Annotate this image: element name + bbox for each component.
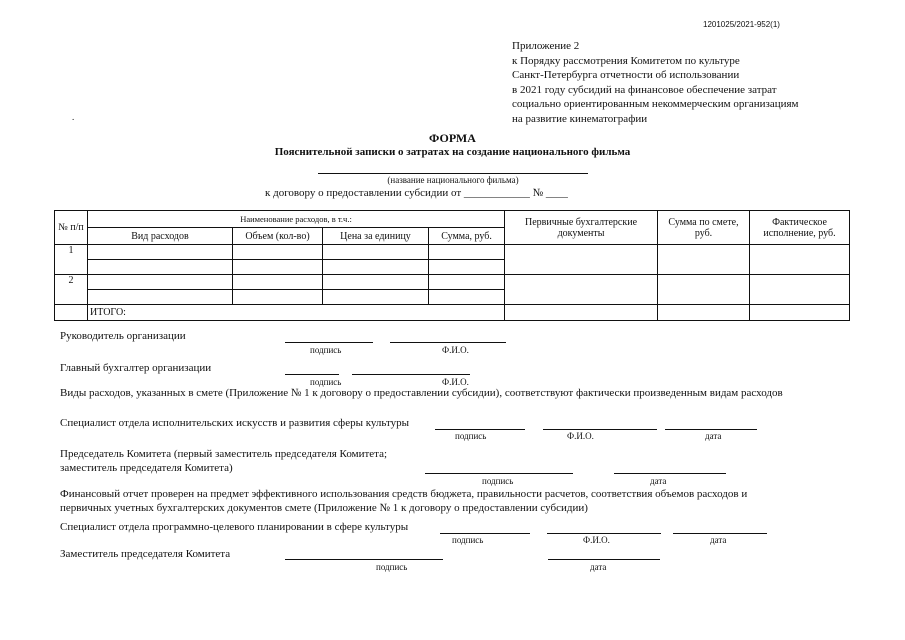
header-estimate-sum: Сумма по смете, руб. xyxy=(658,211,750,245)
header-actual: Фактическое исполнение, руб. xyxy=(750,211,850,245)
table-cell xyxy=(505,275,658,305)
table-cell xyxy=(233,245,323,260)
caption-fio: Ф.И.О. xyxy=(567,431,594,441)
table-cell xyxy=(233,260,323,275)
table-cell xyxy=(55,305,88,321)
header-volume: Объем (кол-во) xyxy=(233,228,323,245)
caption-date: дата xyxy=(705,431,722,441)
header-expense-group: Наименование расходов, в т.ч.: xyxy=(88,211,505,228)
header-unit-price: Цена за единицу xyxy=(323,228,429,245)
table-cell xyxy=(750,275,850,305)
caption-fio: Ф.И.О. xyxy=(583,535,610,545)
expense-table xyxy=(54,210,850,321)
date-line xyxy=(548,559,660,560)
table-cell xyxy=(88,260,233,275)
appendix-line: на развитие кинематографии xyxy=(512,112,648,125)
table-cell xyxy=(658,245,750,275)
appendix-line: Санкт-Петербурга отчетности об использовании xyxy=(512,69,740,81)
fio-line xyxy=(390,342,506,343)
caption-fio: Ф.И.О. xyxy=(442,345,469,355)
form-title: ФОРМА xyxy=(429,131,476,145)
caption-sign: подпись xyxy=(482,476,514,486)
statement-expenses: Виды расходов, указанных в смете (Приложение № 1 к договору о предоставлении субсидии), соответствуют фактически произведенным видам расходов xyxy=(60,387,783,399)
table-cell xyxy=(88,290,233,305)
table-cell xyxy=(429,260,505,275)
signature-line xyxy=(435,429,525,430)
date-line xyxy=(673,533,767,534)
caption-fio: Ф.И.О. xyxy=(442,377,469,387)
table-cell xyxy=(658,305,750,321)
caption-date: дата xyxy=(650,476,667,486)
stray-dot: . xyxy=(72,112,75,122)
signature-line xyxy=(285,342,373,343)
appendix-line: социально ориентированным некоммерческим организациям xyxy=(512,98,799,110)
table-cell xyxy=(323,245,429,260)
table-cell xyxy=(429,290,505,305)
chairman-label-2: заместитель председателя Комитета) xyxy=(60,462,233,474)
table-cell xyxy=(505,305,658,321)
specialist-planning-label: Специалист отдела программно-целевого планировании в сфере культуры xyxy=(60,521,409,533)
table-cell xyxy=(750,245,850,275)
signature-line xyxy=(285,374,339,375)
fio-line xyxy=(543,429,657,430)
document-code: 1201025/2021-952(1) xyxy=(703,20,780,29)
specialist-culture-label: Специалист отдела исполнительских искусств и развития сферы культуры xyxy=(60,417,410,429)
contract-line: к договору о предоставлении субсидии от ____________ № ____ xyxy=(265,187,568,199)
appendix-line: в 2021 году субсидий на финансовое обеспечение затрат xyxy=(512,83,777,96)
appendix-block xyxy=(512,39,799,126)
film-name-hint: (название национального фильма) xyxy=(387,175,519,185)
row-number: 2 xyxy=(55,275,88,305)
table-cell xyxy=(323,290,429,305)
statement-financial-2: первичных учетных бухгалтерских документов смете (Приложение № 1 к договору о предоставлении субсидии) xyxy=(60,502,588,514)
chief-accountant-label: Главный бухгалтер организации xyxy=(60,362,212,374)
date-line xyxy=(665,429,757,430)
fio-line xyxy=(352,374,470,375)
head-label: Руководитель организации xyxy=(60,330,186,342)
statement-financial-1: Финансовый отчет проверен на предмет эффективного использования средств бюджета, правильности расчетов, соответствия объемов расходов и xyxy=(60,488,748,500)
header-primary-docs: Первичные бухгалтерские документы xyxy=(505,211,658,245)
table-cell xyxy=(233,290,323,305)
total-label: ИТОГО: xyxy=(88,305,505,321)
caption-sign: подпись xyxy=(310,377,342,387)
table-cell xyxy=(323,275,429,290)
table-cell xyxy=(750,305,850,321)
header-num: № п/п xyxy=(55,211,88,245)
chairman-label-1: Председатель Комитета (первый заместитель председателя Комитета; xyxy=(60,448,388,460)
table-cell xyxy=(429,245,505,260)
film-name-line xyxy=(318,173,588,174)
date-line xyxy=(614,473,726,474)
table-cell xyxy=(88,245,233,260)
table-cell xyxy=(505,245,658,275)
header-sum: Сумма, руб. xyxy=(429,228,505,245)
table-cell xyxy=(323,260,429,275)
fio-line xyxy=(547,533,661,534)
table-cell xyxy=(233,275,323,290)
caption-sign: подпись xyxy=(310,345,342,355)
caption-date: дата xyxy=(710,535,727,545)
form-subtitle: Пояснительной записки о затратах на создание национального фильма xyxy=(274,146,631,158)
table-cell xyxy=(429,275,505,290)
header-kind: Вид расходов xyxy=(88,228,233,245)
table-cell xyxy=(658,275,750,305)
caption-sign: подпись xyxy=(376,562,408,572)
caption-sign: подпись xyxy=(455,431,487,441)
appendix-line: к Порядку рассмотрения Комитетом по культуре xyxy=(512,54,740,67)
signature-line xyxy=(425,473,573,474)
deputy-chairman-label: Заместитель председателя Комитета xyxy=(60,548,231,560)
table-cell xyxy=(88,275,233,290)
caption-sign: подпись xyxy=(452,535,484,545)
caption-date: дата xyxy=(590,562,607,572)
signature-line xyxy=(285,559,443,560)
appendix-line: Приложение 2 xyxy=(512,40,580,52)
signature-line xyxy=(440,533,530,534)
row-number: 1 xyxy=(55,245,88,275)
